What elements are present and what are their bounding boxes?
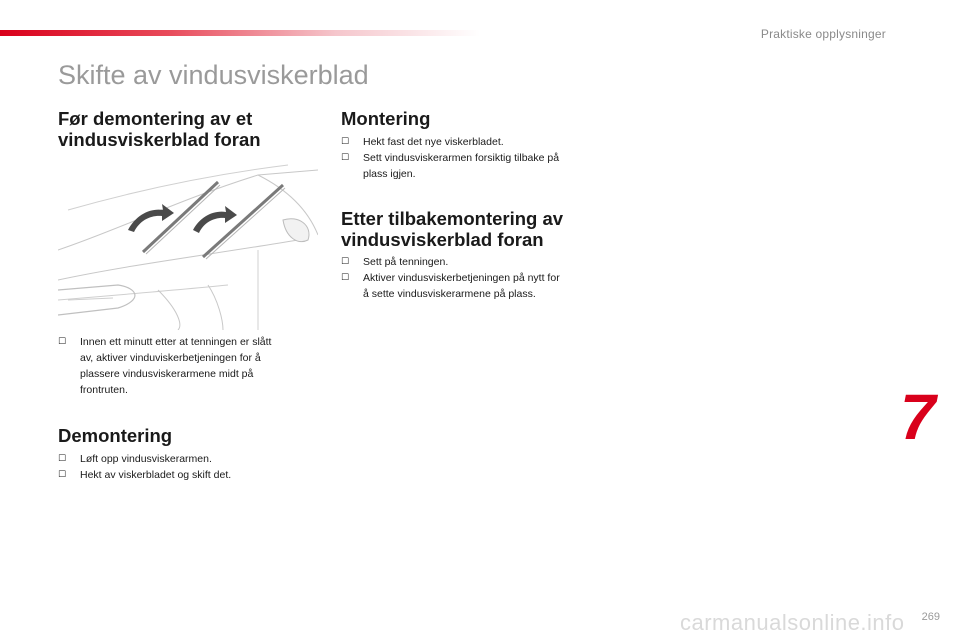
mounting-list: [341, 134, 611, 182]
list-item-line: å sette vindusviskerarmene på plass.: [363, 288, 536, 300]
checkbox-icon: ☐: [341, 153, 350, 163]
list-item-text: Løft opp vindusviskerarmen.: [80, 453, 212, 465]
list-item-line: av, aktiver vinduviskerbetjeningen for å: [80, 352, 261, 364]
header-accent-bar: [0, 30, 480, 36]
list-item: [341, 134, 611, 150]
windscreen-wiper-illustration: [58, 150, 318, 330]
removal-list: [58, 451, 318, 483]
heading-after-mounting-line2: vindusviskerblad foran: [341, 229, 544, 250]
checkbox-icon: ☐: [341, 257, 350, 267]
checkbox-icon: ☐: [58, 337, 67, 347]
list-item-line: Sett på tenningen.: [363, 256, 449, 268]
list-item: [58, 451, 318, 467]
list-item: [341, 254, 611, 270]
checkbox-icon: ☐: [341, 273, 350, 283]
watermark: carmanualsonline.info: [680, 610, 905, 635]
list-item-line: frontruten.: [80, 384, 128, 396]
list-item: [58, 467, 318, 483]
heading-mounting: Montering: [341, 108, 431, 129]
list-item: [58, 334, 318, 398]
list-item-line: Sett vindusviskerarmen forsiktig tilbake på: [363, 152, 560, 164]
list-item-line: Aktiver vindusviskerbetjeningen på nytt for: [363, 272, 560, 284]
checkbox-icon: ☐: [341, 137, 350, 147]
section-header: Praktiske opplysninger: [760, 27, 886, 41]
heading-after-mounting-line1: Etter tilbakemontering av: [341, 208, 564, 229]
list-item: [341, 270, 611, 302]
page-number: 269: [921, 611, 940, 623]
list-item-line: plass igjen.: [363, 168, 416, 180]
before-removal-list: [58, 334, 318, 398]
list-item-line: Innen ett minutt etter at tenningen er slått: [80, 336, 272, 348]
chapter-number: 7: [900, 381, 936, 453]
checkbox-icon: ☐: [58, 454, 67, 464]
heading-before-removal-line2: vindusviskerblad foran: [58, 129, 261, 150]
list-item-line: plassere vindusviskerarmene midt på: [80, 368, 254, 380]
list-item-line: Hekt fast det nye viskerbladet.: [363, 136, 504, 148]
heading-before-removal-line1: Før demontering av et: [58, 108, 253, 129]
checkbox-icon: ☐: [58, 470, 67, 480]
heading-before-removal: [58, 108, 261, 150]
list-item: [341, 150, 611, 182]
after-mounting-list: [341, 254, 611, 302]
heading-after-mounting: [341, 208, 563, 250]
heading-removal: Demontering: [58, 425, 173, 446]
list-item-text: Hekt av viskerbladet og skift det.: [80, 469, 232, 481]
page-title: Skifte av vindusviskerblad: [58, 60, 369, 90]
